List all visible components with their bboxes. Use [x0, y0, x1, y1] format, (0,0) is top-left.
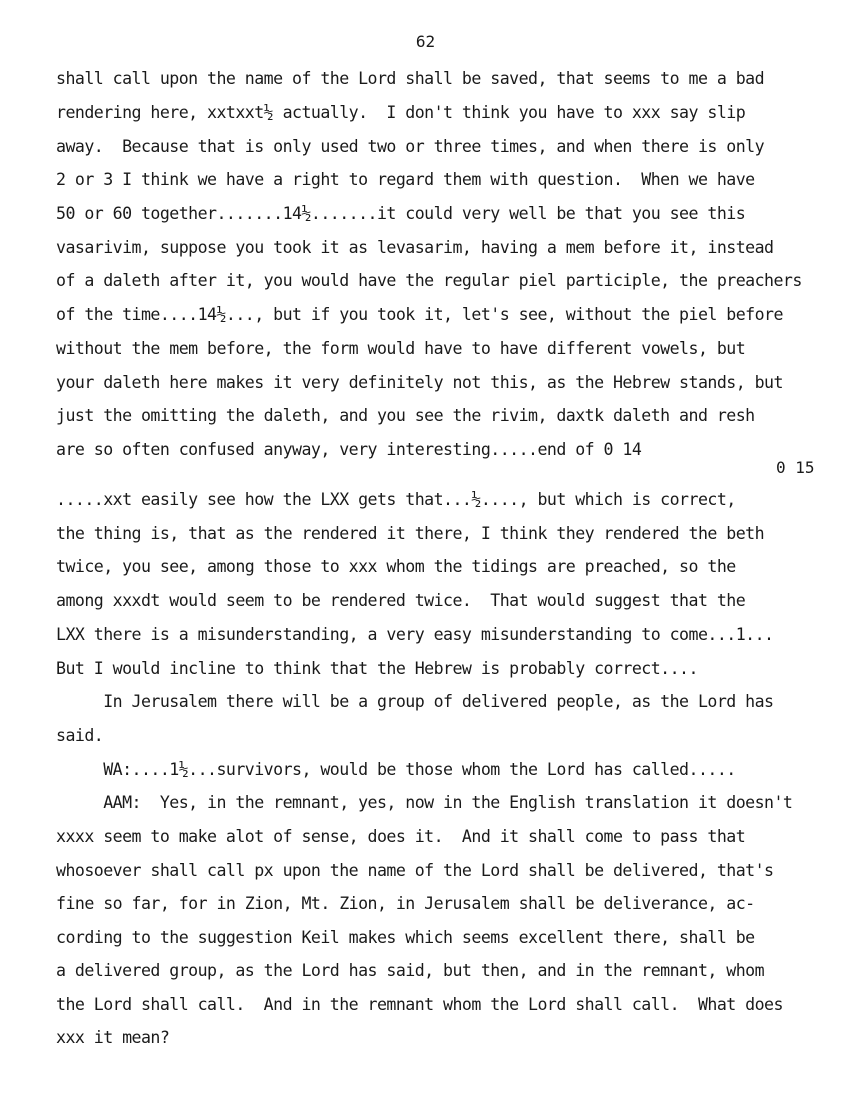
text-line: of the time....14½..., but if you took it, let's see, without the piel before	[56, 305, 783, 324]
page-number: 62	[415, 32, 436, 51]
text-line: of a daleth after it, you would have the regular piel participle, the preachers	[56, 271, 802, 290]
text-line: LXX there is a misunderstanding, a very easy misunderstanding to come...1...	[56, 625, 774, 644]
text-line: But I would incline to think that the Hebrew is probably correct....	[56, 659, 698, 678]
text-line: 2 or 3 I think we have a right to regard them with question. When we have	[56, 170, 755, 189]
text-line: rendering here, xxtxxt½ actually. I don't think you have to xxx say slip	[56, 103, 746, 122]
text-line: 50 or 60 together.......14½.......it could very well be that you see this	[56, 204, 746, 223]
text-line: twice, you see, among those to xxx whom the tidings are preached, so the	[56, 557, 736, 576]
text-line: .....xxt easily see how the LXX gets that...½...., but which is correct,	[56, 490, 736, 509]
text-line: shall call upon the name of the Lord shall be saved, that seems to me a bad	[56, 69, 765, 88]
text-line: xxx it mean?	[56, 1028, 170, 1047]
text-line: xxxx seem to make alot of sense, does it. And it shall come to pass that	[56, 827, 746, 846]
tape-marker: 0 15	[776, 458, 815, 477]
text-line: the thing is, that as the rendered it there, I think they rendered the beth	[56, 524, 765, 543]
text-line: a delivered group, as the Lord has said, but then, and in the remnant, whom	[56, 961, 765, 980]
text-line: said.	[56, 726, 104, 745]
text-line: just the omitting the daleth, and you see the rivim, daxtk daleth and resh	[56, 406, 755, 425]
text-line: whosoever shall call px upon the name of the Lord shall be delivered, that's	[56, 861, 774, 880]
text-line: away. Because that is only used two or three times, and when there is only	[56, 137, 765, 156]
text-line: vasarivim, suppose you took it as levasarim, having a mem before it, instead	[56, 238, 774, 257]
text-line: cording to the suggestion Keil makes which seems excellent there, shall be	[56, 928, 755, 947]
text-line: without the mem before, the form would have to have different vowels, but	[56, 339, 746, 358]
text-line: your daleth here makes it very definitely not this, as the Hebrew stands, but	[56, 373, 783, 392]
text-line: WA:....1½...survivors, would be those whom the Lord has called.....	[56, 760, 736, 779]
text-line: are so often confused anyway, very interesting.....end of 0 14	[56, 440, 642, 459]
text-line: AAM: Yes, in the remnant, yes, now in the English translation it doesn't	[56, 793, 793, 812]
text-line: fine so far, for in Zion, Mt. Zion, in Jerusalem shall be deliverance, ac-	[56, 894, 755, 913]
text-line: the Lord shall call. And in the remnant whom the Lord shall call. What does	[56, 995, 783, 1014]
text-line: among xxxdt would seem to be rendered twice. That would suggest that the	[56, 591, 746, 610]
text-line: In Jerusalem there will be a group of delivered people, as the Lord has	[56, 692, 774, 711]
